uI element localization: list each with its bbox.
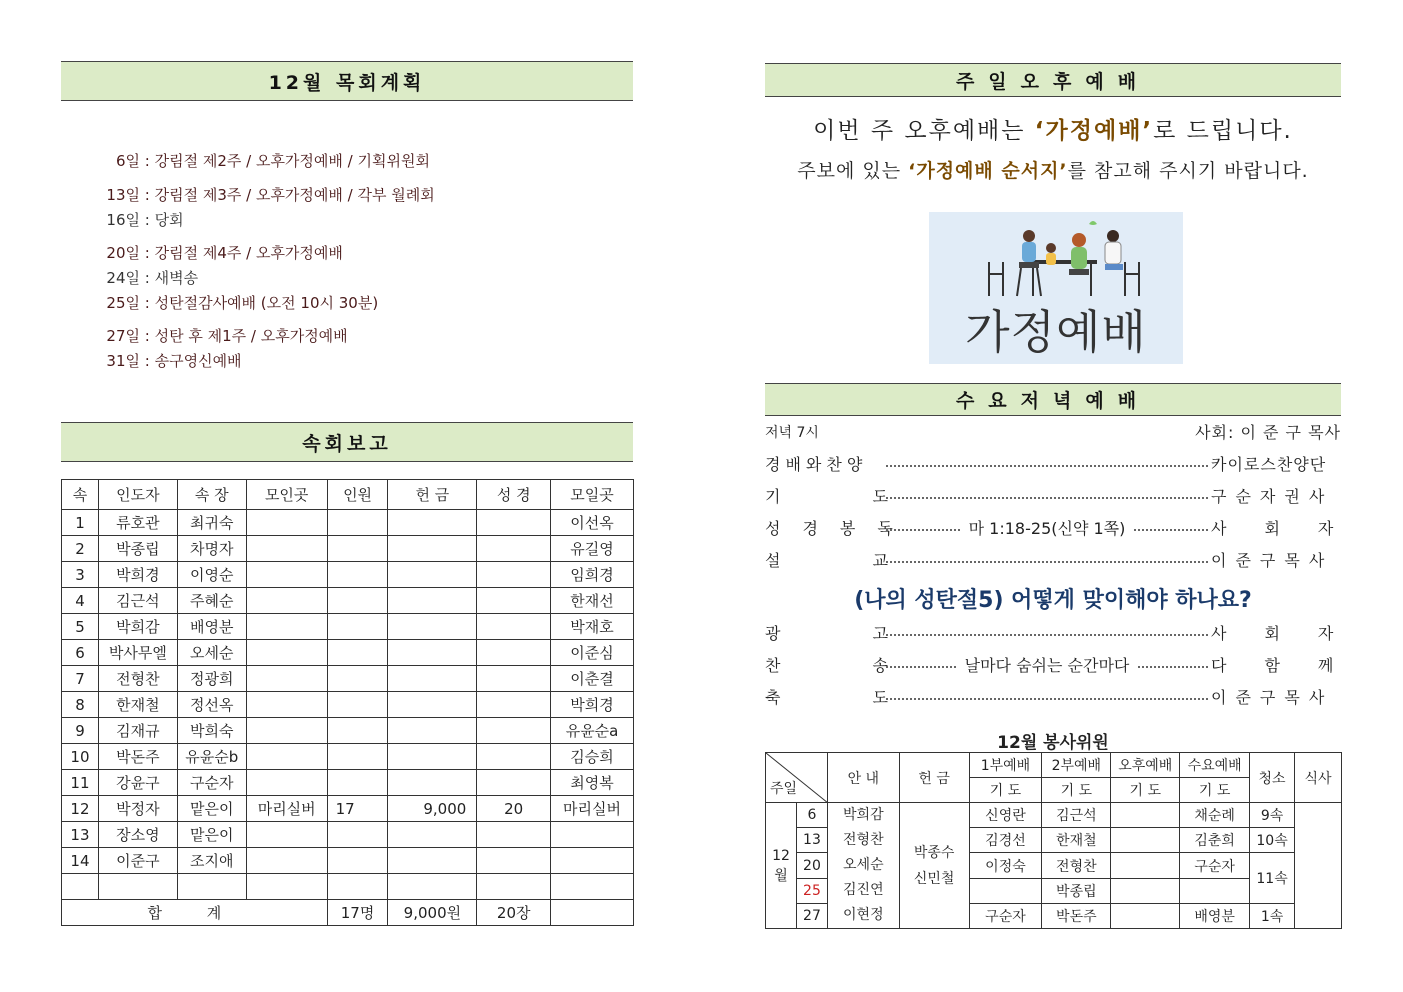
total-offering: 9,000원 (388, 900, 477, 926)
column-header: 속 장 (177, 480, 246, 510)
plan-text: : 새벽송 (144, 269, 199, 287)
order-row (765, 516, 1372, 539)
table-cell (477, 848, 551, 874)
table-cell (327, 744, 388, 770)
table-cell: 유윤순a (551, 718, 634, 744)
table-cell: 1 (62, 510, 99, 536)
order-dots (886, 698, 1208, 700)
table-cell: 김근석 (98, 588, 177, 614)
table-cell (327, 588, 388, 614)
plan-day: 31일 (106, 352, 140, 370)
afternoon-prayer (1111, 879, 1180, 904)
table-cell: 한재선 (551, 588, 634, 614)
order-value-text: 사회자 (1211, 519, 1372, 538)
table-cell (477, 510, 551, 536)
table-cell: 김승희 (551, 744, 634, 770)
table-cell (246, 562, 327, 588)
plan-item (96, 325, 348, 346)
table-cell: 차명자 (177, 536, 246, 562)
subheader-prayer: 기 도 (969, 778, 1042, 803)
table-cell (388, 588, 477, 614)
plan-item (96, 292, 378, 313)
service1-prayer (969, 879, 1042, 904)
day-cell: 6 (796, 803, 827, 828)
table-cell (246, 744, 327, 770)
order-key (765, 452, 883, 475)
table-cell (327, 536, 388, 562)
table-cell (327, 640, 388, 666)
table-cell: 장소영 (98, 822, 177, 848)
table-cell: 최귀숙 (177, 510, 246, 536)
header-service-1: 1부예배 (969, 753, 1042, 778)
plan-day: 24일 (106, 269, 140, 287)
table-cell: 한재철 (98, 692, 177, 718)
table-cell: 9,000 (388, 796, 477, 822)
cleaning-cell: 10속 (1250, 828, 1295, 853)
plan-text: : 강림절 제4주 / 오후가정예배 (144, 244, 343, 262)
message-highlight: ‘가정예배’ (1034, 118, 1154, 144)
order-dots (886, 561, 1208, 563)
table-cell: 5 (62, 614, 99, 640)
table-cell (246, 614, 327, 640)
wednesday-host: 사회: 이 준 구 목사 (1195, 423, 1341, 442)
volunteers-table (765, 752, 1342, 929)
table-cell: 정선옥 (177, 692, 246, 718)
wednesday-prayer: 채순례 (1180, 803, 1250, 828)
subheader-prayer: 기 도 (1180, 778, 1250, 803)
table-cell: 정광희 (177, 666, 246, 692)
service2-prayer: 박종립 (1042, 879, 1111, 904)
table-cell (246, 770, 327, 796)
wednesday-prayer: 김춘희 (1180, 828, 1250, 853)
corner-label: 주일 (770, 781, 798, 797)
plan-item (96, 267, 198, 288)
table-cell (477, 588, 551, 614)
volunteers-title: 12월 봉사위원 (997, 733, 1109, 753)
guide-name: 이현정 (843, 907, 884, 923)
order-value-text: 이준구목사 (1211, 551, 1334, 570)
order-key (765, 516, 915, 539)
table-cell: 이준심 (551, 640, 634, 666)
order-dots (886, 634, 1208, 636)
table-cell: 박재호 (551, 614, 634, 640)
column-header: 인원 (327, 480, 388, 510)
day-cell: 13 (796, 828, 827, 853)
table-cell: 유길영 (551, 536, 634, 562)
header-guide: 안 내 (827, 753, 899, 803)
table-header-row (62, 480, 634, 510)
afternoon-prayer (1111, 803, 1180, 828)
table-row (62, 640, 634, 666)
table-cell: 20 (477, 796, 551, 822)
plan-title: 12월 목회계획 (268, 71, 426, 94)
plan-day: 25일 (106, 294, 140, 312)
order-key-text: 경배와찬양 (765, 455, 868, 474)
table-cell (327, 770, 388, 796)
table-cell (477, 640, 551, 666)
table-cell: 이영순 (177, 562, 246, 588)
guide-name: 전형찬 (843, 832, 884, 848)
table-cell (327, 822, 388, 848)
table-cell (246, 510, 327, 536)
table-cell (388, 822, 477, 848)
table-row (62, 770, 634, 796)
table-cell (327, 510, 388, 536)
header-service-2: 2부예배 (1042, 753, 1111, 778)
order-value-text: 사회자 (1211, 624, 1372, 643)
plan-item (96, 242, 343, 263)
table-cell (477, 874, 551, 900)
order-key (765, 484, 980, 507)
plan-text: : 강림절 제3주 / 오후가정예배 / 각부 월례회 (144, 186, 435, 204)
table-cell (246, 822, 327, 848)
table-cell: 이준구 (98, 848, 177, 874)
plan-text: : 성탄 후 제1주 / 오후가정예배 (144, 327, 348, 345)
meal-cell (1295, 803, 1342, 929)
report-title: 속회보고 (302, 432, 392, 455)
table-cell: 전형찬 (98, 666, 177, 692)
order-value (1211, 685, 1341, 708)
table-cell (388, 874, 477, 900)
wednesday-prayer: 구순자 (1180, 853, 1250, 879)
plan-item (96, 150, 430, 171)
report-table (61, 479, 634, 926)
plan-item (96, 184, 435, 205)
afternoon-title: 주일오후예배 (955, 70, 1151, 93)
table-cell: 이춘결 (551, 666, 634, 692)
header-cleaning: 청소 (1250, 753, 1295, 803)
guide-name: 오세순 (843, 857, 884, 873)
column-header: 속 (62, 480, 99, 510)
afternoon-title-bar (765, 63, 1341, 97)
table-cell (477, 718, 551, 744)
order-row (765, 685, 1341, 708)
order-value-text: 다함께 (1211, 656, 1372, 675)
service1-prayer: 구순자 (969, 904, 1042, 929)
table-cell: 배영분 (177, 614, 246, 640)
table-cell (477, 692, 551, 718)
guide-cell (827, 803, 899, 929)
table-cell (327, 666, 388, 692)
table-cell (246, 536, 327, 562)
family-worship-illustration (929, 212, 1183, 364)
order-mid-text: 마 1:18-25(신약 1쪽) (968, 519, 1126, 538)
subheader-prayer: 기 도 (1042, 778, 1111, 803)
table-row (62, 874, 634, 900)
table-row (62, 510, 634, 536)
table-row (62, 614, 634, 640)
table-cell: 박희경 (98, 562, 177, 588)
table-cell (477, 666, 551, 692)
message-text: 주보에 있는 (797, 160, 909, 182)
plan-item (96, 209, 184, 230)
order-value-text: 이준구목사 (1211, 688, 1334, 707)
table-cell (477, 614, 551, 640)
table-cell (388, 718, 477, 744)
cleaning-cell: 11속 (1250, 853, 1295, 904)
table-cell (388, 640, 477, 666)
table-row (62, 718, 634, 744)
service2-prayer: 김근석 (1042, 803, 1111, 828)
order-value-text: 구순자권사 (1211, 487, 1334, 506)
table-cell (388, 770, 477, 796)
cleaning-cell: 9속 (1250, 803, 1295, 828)
table-cell: 7 (62, 666, 99, 692)
afternoon-prayer (1111, 828, 1180, 853)
table-cell: 맡은이 (177, 822, 246, 848)
table-cell (246, 640, 327, 666)
service1-prayer: 이정숙 (969, 853, 1042, 879)
table-cell: 박희경 (551, 692, 634, 718)
table-cell: 17 (327, 796, 388, 822)
table-cell: 조지애 (177, 848, 246, 874)
plan-day: 16일 (106, 211, 140, 229)
order-value (1211, 653, 1372, 676)
table-cell (327, 848, 388, 874)
afternoon-prayer (1111, 904, 1180, 929)
plan-text: : 송구영신예배 (144, 352, 242, 370)
table-cell: 박희감 (98, 614, 177, 640)
table-cell: 강윤구 (98, 770, 177, 796)
table-row (62, 744, 634, 770)
table-cell: 13 (62, 822, 99, 848)
table-cell (62, 874, 99, 900)
order-dots (886, 497, 1208, 499)
order-dots (1134, 529, 1208, 531)
order-dots (886, 666, 956, 668)
order-key (765, 621, 980, 644)
table-row (62, 848, 634, 874)
corner-cell (766, 753, 828, 803)
wednesday-prayer: 배영분 (1180, 904, 1250, 929)
table-cell: 6 (62, 640, 99, 666)
table-cell: 14 (62, 848, 99, 874)
header-wednesday: 수요예배 (1180, 753, 1250, 778)
cleaning-cell: 1속 (1250, 904, 1295, 929)
table-row (62, 692, 634, 718)
order-row (765, 548, 1341, 571)
order-dots (886, 465, 1208, 467)
table-cell: 이선옥 (551, 510, 634, 536)
sermon-title: (나의 성탄절5) 어떻게 맞이해야 하나요? (854, 588, 1252, 613)
table-cell (477, 770, 551, 796)
table-cell (246, 692, 327, 718)
service2-prayer: 박돈주 (1042, 904, 1111, 929)
order-mid-text: 날마다 숨쉬는 순간마다 (964, 656, 1130, 675)
table-cell: 2 (62, 536, 99, 562)
table-total-row (62, 900, 634, 926)
order-dots (1138, 666, 1208, 668)
header-offering: 헌 금 (899, 753, 969, 803)
table-row (62, 822, 634, 848)
wednesday-prayer (1180, 879, 1250, 904)
table-cell (246, 718, 327, 744)
order-key-text: 기도 (765, 487, 980, 506)
service1-prayer: 김경선 (969, 828, 1042, 853)
message-text: 이번 주 오후예배는 (813, 118, 1035, 144)
order-value (1211, 484, 1341, 507)
table-cell (388, 848, 477, 874)
table-cell: 8 (62, 692, 99, 718)
offering-name: 박종수 (913, 844, 955, 861)
table-cell (477, 744, 551, 770)
plan-day: 27일 (106, 327, 140, 345)
column-header: 인도자 (98, 480, 177, 510)
total-empty (551, 900, 634, 926)
table-cell: 최영복 (551, 770, 634, 796)
table-cell: 임희경 (551, 562, 634, 588)
message-text: 로 드립니다. (1153, 118, 1293, 144)
wednesday-title: 수요저녁예배 (955, 390, 1151, 412)
subheader-prayer: 기 도 (1111, 778, 1180, 803)
table-cell (327, 614, 388, 640)
table-cell (477, 822, 551, 848)
order-value (1211, 548, 1341, 571)
table-cell (98, 874, 177, 900)
order-key (765, 548, 980, 571)
table-cell: 박정자 (98, 796, 177, 822)
order-key-text: 광고 (765, 624, 980, 643)
guide-name: 김진연 (843, 882, 884, 898)
table-cell (246, 588, 327, 614)
table-cell (477, 562, 551, 588)
table-cell: 10 (62, 744, 99, 770)
table-cell (388, 562, 477, 588)
service2-prayer: 전형찬 (1042, 853, 1111, 879)
offering-cell (899, 803, 969, 929)
header-afternoon: 오후예배 (1111, 753, 1180, 778)
table-cell (477, 536, 551, 562)
wednesday-title-bar (765, 383, 1341, 416)
table-cell: 12 (62, 796, 99, 822)
table-cell (327, 718, 388, 744)
order-key-text: 찬송 (765, 656, 980, 675)
total-label: 합 계 (62, 900, 328, 926)
table-cell: 마리실버 (246, 796, 327, 822)
afternoon-message-1 (765, 112, 1341, 145)
table-row (62, 796, 634, 822)
table-cell: 11 (62, 770, 99, 796)
table-cell (388, 744, 477, 770)
table-cell (551, 874, 634, 900)
table-cell (388, 510, 477, 536)
order-value (1211, 452, 1341, 475)
day-cell-highlight: 25 (796, 879, 827, 904)
table-cell: 박희숙 (177, 718, 246, 744)
offering-name: 신민철 (913, 870, 955, 887)
report-title-bar (61, 422, 633, 462)
order-row (765, 484, 1341, 507)
afternoon-message-2 (765, 156, 1341, 183)
family-worship-image-text: 가정예배 (965, 305, 1147, 359)
table-cell (246, 666, 327, 692)
afternoon-prayer (1111, 853, 1180, 879)
table-cell: 류호관 (98, 510, 177, 536)
order-key (765, 685, 980, 708)
table-cell (327, 562, 388, 588)
table-cell: 박종립 (98, 536, 177, 562)
message-text: 를 참고해 주시기 바랍니다. (1067, 160, 1309, 182)
total-bible: 20장 (477, 900, 551, 926)
column-header: 모인곳 (246, 480, 327, 510)
service1-prayer: 신영란 (969, 803, 1042, 828)
column-header: 모일곳 (551, 480, 634, 510)
table-row (62, 562, 634, 588)
table-cell: 김재규 (98, 718, 177, 744)
plan-text: : 당회 (144, 211, 184, 229)
plan-item (96, 350, 242, 371)
table-cell: 3 (62, 562, 99, 588)
order-value (1211, 516, 1372, 539)
column-header: 성 경 (477, 480, 551, 510)
table-cell: 마리실버 (551, 796, 634, 822)
table-cell: 구순자 (177, 770, 246, 796)
table-cell (246, 874, 327, 900)
table-cell (388, 614, 477, 640)
table-cell: 맡은이 (177, 796, 246, 822)
order-key-text: 성경봉독 (765, 519, 915, 538)
order-row (765, 452, 1341, 475)
table-cell (551, 822, 634, 848)
table-cell (246, 848, 327, 874)
plan-day: 13일 (106, 186, 140, 204)
total-people: 17명 (327, 900, 388, 926)
day-cell: 27 (796, 904, 827, 929)
table-cell (177, 874, 246, 900)
table-cell: 주혜순 (177, 588, 246, 614)
table-cell: 박사무엘 (98, 640, 177, 666)
table-cell (388, 692, 477, 718)
table-cell (327, 692, 388, 718)
order-key-text: 축도 (765, 688, 980, 707)
order-dots (886, 529, 960, 531)
table-cell: 오세순 (177, 640, 246, 666)
table-cell: 9 (62, 718, 99, 744)
service2-prayer: 한재철 (1042, 828, 1111, 853)
order-key (765, 653, 980, 676)
table-cell: 유윤순b (177, 744, 246, 770)
day-cell: 20 (796, 853, 827, 879)
plan-text: : 성탄절감사예배 (오전 10시 30분) (144, 294, 379, 312)
plan-day: 20일 (106, 244, 140, 262)
table-cell: 4 (62, 588, 99, 614)
order-value-text: 카이로스찬양단 (1211, 455, 1327, 474)
month-cell: 12월 (766, 803, 797, 929)
plan-text: : 강림절 제2주 / 오후가정예배 / 기획위원회 (144, 152, 430, 170)
table-cell: 박돈주 (98, 744, 177, 770)
column-header: 헌 금 (388, 480, 477, 510)
table-row (62, 588, 634, 614)
guide-name: 박희감 (843, 807, 884, 823)
order-row (765, 621, 1372, 644)
plan-day: 6일 (115, 152, 140, 170)
table-cell (327, 874, 388, 900)
table-cell (388, 666, 477, 692)
plan-title-bar (61, 61, 633, 101)
table-row (62, 666, 634, 692)
order-value (1211, 621, 1372, 644)
wednesday-time: 저녁 7시 (765, 425, 819, 441)
order-key-text: 설교 (765, 551, 980, 570)
table-row (62, 536, 634, 562)
message-highlight: ‘가정예배 순서지’ (908, 160, 1068, 182)
header-meal: 식사 (1295, 753, 1342, 803)
order-row (765, 653, 1372, 676)
table-cell (551, 848, 634, 874)
table-cell (388, 536, 477, 562)
